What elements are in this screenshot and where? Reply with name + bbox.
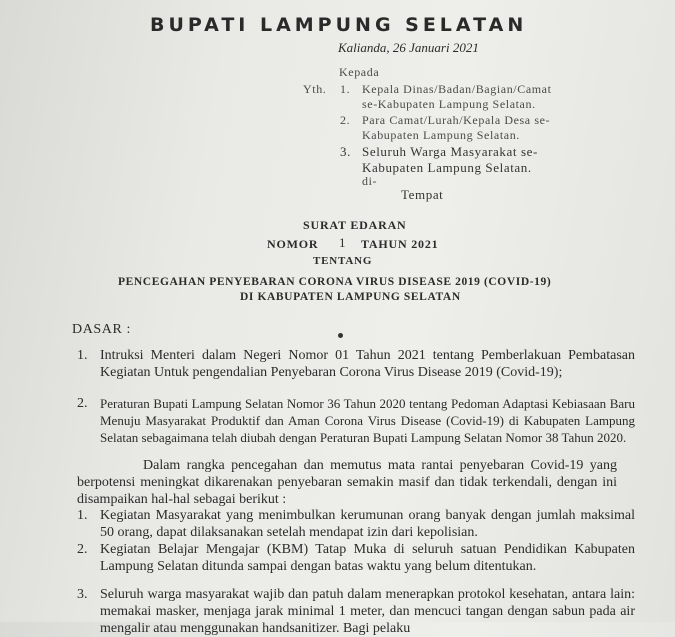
circular-heading: SURAT EDARAN <box>303 218 407 232</box>
circular-subject: DI KABUPATEN LAMPUNG SELATAN <box>240 291 461 303</box>
address-item-line: Kabupaten Lampung Selatan. <box>362 128 520 142</box>
circular-subject: PENCEGAHAN PENYEBARAN CORONA VIRUS DISEASE 2019 (COVID-19) <box>118 276 552 288</box>
letter-date: Kalianda, 26 Januari 2021 <box>338 40 479 55</box>
address-item-line: Seluruh Warga Masyarakat se- <box>362 144 538 159</box>
circular-tahun: TAHUN 2021 <box>361 237 439 251</box>
letter-title: BUPATI LAMPUNG SELATAN <box>150 14 528 36</box>
point-text: Kegiatan Belajar Mengajar (KBM) Tatap Muka di seluruh satuan Pendidikan Kabupaten Lampung Selatan ditunda sampai dengan batas waktu yang belum ditentukan. <box>100 542 635 574</box>
address-item-line: Kepala Dinas/Badan/Bagian/Camat <box>362 82 552 96</box>
point-num: 1. <box>77 508 88 523</box>
circular-tentang: TENTANG <box>313 255 373 267</box>
address-yth: Yth. <box>303 82 327 96</box>
point-text: Seluruh warga masyarakat wajib dan patuh dalam menerapkan protokol kesehatan, antara lain: memakai masker, menjaga jarak minimal 1 meter, dan mencuci tangan dengan sabun pada air mengalir atau menggunakan handsanitizer. Bagi pelaku <box>100 587 635 636</box>
point-text: Kegiatan Masyarakat yang menimbulkan kerumunan orang banyak dengan jumlah maksimal 50 orang, dapat dilaksanakan setelah mendapat izin dari kepolisian. <box>100 508 635 540</box>
address-item-line: Para Camat/Lurah/Kepala Desa se- <box>362 113 551 127</box>
intro-paragraph: Dalam rangka pencegahan dan memutus mata rantai penyebaran Covid-19 yang berpotensi meningkat dikarenakan penyebaran semakin masif dan tidak terkendali, dengan ini disampaikan hal-hal sebagai berikut : <box>77 458 617 507</box>
address-di: di- <box>362 174 378 188</box>
dasar-label: DASAR : <box>72 322 132 337</box>
address-kepada: Kepada <box>339 65 380 79</box>
address-item-line: Kabupaten Lampung Selatan. <box>362 160 532 175</box>
dasar-item-text: Peraturan Bupati Lampung Selatan Nomor 36 Tahun 2020 tentang Pedoman Adaptasi Kebiasaan Baru Menuju Masyarakat Produktif dan Aman Corona Virus Disease (Covid-19) di Kabupaten Lampung Selatan sebagaimana telah diubah dengan Peraturan Bupati Lampung Selatan Nomor 38 Tahun 2020. <box>100 396 635 445</box>
address-tempat: Tempat <box>401 187 444 202</box>
circular-nomor-value: 1 <box>339 235 347 250</box>
ink-dot <box>338 333 343 338</box>
point-num: 2. <box>77 542 88 557</box>
dasar-item-num: 1. <box>77 348 88 363</box>
dasar-item-num: 2. <box>77 396 88 411</box>
address-item-num: 2. <box>340 113 351 127</box>
point-num: 3. <box>77 587 88 602</box>
circular-nomor-label: NOMOR <box>267 237 319 251</box>
dasar-item-text: Intruksi Menteri dalam Negeri Nomor 01 Tahun 2021 tentang Pemberlakuan Pembatasan Kegiatan Untuk pengendalian Penyebaran Corona Virus Disease 2019 (Covid-19); <box>100 348 635 380</box>
address-item-num: 3. <box>340 144 351 159</box>
address-item-line: se-Kabupaten Lampung Selatan. <box>362 97 536 111</box>
address-item-num: 1. <box>340 82 351 96</box>
